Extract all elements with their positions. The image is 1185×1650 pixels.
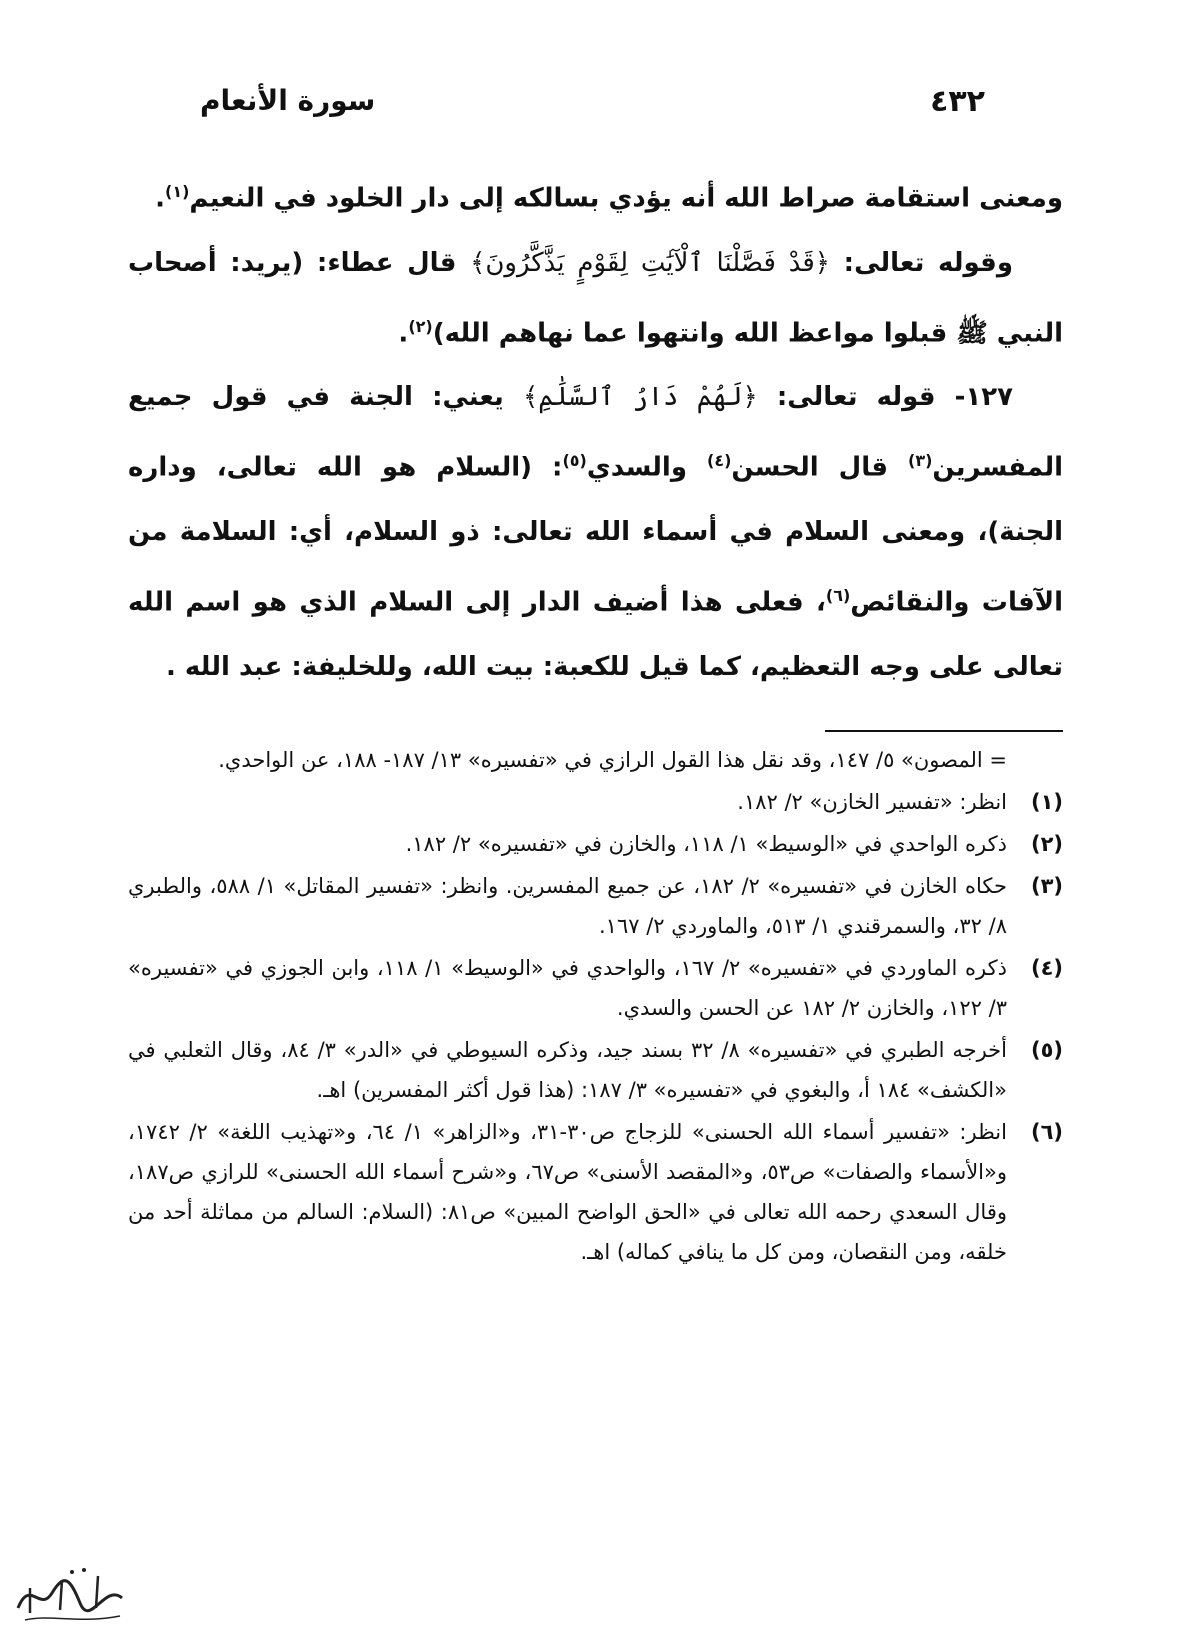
paragraph-3-text-3: والسدي (586, 452, 707, 483)
paragraph-1-text: ومعنى استقامة صراط الله أنه يؤدي بسالكه إلى دار الخلود في النعيم (189, 183, 1063, 214)
footnote-6 (128, 1112, 1063, 1272)
footnote-5 (128, 1030, 1063, 1110)
footnote-number: (٣) (1030, 874, 1063, 898)
footnote-2 (128, 824, 1063, 864)
footnote-ref-5: (٥) (562, 451, 587, 471)
paragraph-3-text-4: : (السلام هو الله تعالى، وداره الجنة)، ومعنى السلام في أسماء الله تعالى: ذو السلام، أي: السلامة من الآفات والنقائص (128, 452, 1063, 618)
footnote-text: ذكره الماوردي في «تفسيره» ٢/ ١٦٧، والواحدي في «الوسيط» ١/ ١١٨، وابن الجوزي في «تفسيره» ٣/ ١٢٢، والخازن ٢/ ١٨٢ عن الحسن والسدي. (128, 956, 1007, 1020)
main-text (128, 160, 1063, 699)
footnote-continuation: = المصون» ٥/ ١٤٧، وقد نقل هذا القول الرازي في «تفسيره» ١٣/ ١٨٧- ١٨٨، عن الواحدي. (218, 748, 1007, 772)
footnote-divider (825, 730, 1063, 732)
footnote-number: (٥) (1030, 1038, 1063, 1062)
footnotes (128, 740, 1063, 1274)
paragraph-3-intro: ١٢٧- قوله تعالى: (757, 382, 1013, 413)
paragraph-3 (128, 365, 1063, 698)
footnote-text: انظر: «تفسير أسماء الله الحسنى» للزجاج ص٣٠-٣١، و«الزاهر» ١/ ٦٤، و«تهذيب اللغة» ٢/ ١٧٤٢، و«الأسماء والصفات» ص٥٣، و«المقصد الأسنى» ص٦٧، و«شرح أسماء الله الحسنى» للرازي ص١٨٧، وقال السعدي رحمه الله تعالى في «الحق الواضح المبين» ص٨١: (السلام: السالم من مماثلة أحد من خلقه، ومن النقصان، ومن كل ما ينافي كماله) اهـ. (128, 1120, 1007, 1264)
page-header (200, 84, 985, 134)
footnote-3 (128, 866, 1063, 946)
footnote-text: أخرجه الطبري في «تفسيره» ٨/ ٣٢ بسند جيد، وذكره السيوطي في «الدر» ٣/ ٨٤، وقال الثعلبي في «الكشف» ١٨٤ أ، والبغوي في «تفسيره» ٣/ ١٨٧: (هذا قول أكثر المفسرين) اهـ. (128, 1038, 1007, 1102)
footnote-number: (٦) (1030, 1120, 1063, 1144)
paragraph-1-end: . (155, 183, 165, 214)
footnote-ref-1: (١) (165, 182, 190, 201)
footnote-text: ذكره الواحدي في «الوسيط» ١/ ١١٨، والخازن في «تفسيره» ٢/ ١٨٢. (405, 832, 1007, 856)
quran-verse-2: ﴿لَهُمْ دَارُ ٱلسَّلَٰمِ﴾ (522, 382, 758, 413)
paragraph-1 (128, 160, 1063, 231)
footnote-ref-3: (٣) (908, 451, 933, 471)
paragraph-3-text-5: ، فعلى هذا أضيف الدار إلى السلام الذي هو اسم الله تعالى على وجه التعظيم، كما قيل للكعبة: بيت الله، وللخليفة: عبد الله . (128, 587, 1063, 682)
calligraphy-logo-icon (10, 1558, 130, 1628)
footnote-ref-4: (٤) (707, 451, 732, 471)
footnote-number: (٤) (1030, 956, 1063, 980)
paragraph-2-intro: وقوله تعالى: (830, 247, 1013, 278)
footnote-text: حكاه الخازن في «تفسيره» ٢/ ١٨٢، عن جميع المفسرين. وانظر: «تفسير المقاتل» ١/ ٥٨٨، والطبري ٨/ ٣٢، والسمرقندي ١/ ٥١٣، والماوردي ٢/ ١٦٧. (128, 874, 1007, 938)
quran-verse-1: ﴿قَدْ فَصَّلْنَا ٱلْآيَٰتِ لِقَوْمٍ يَذَّكَّرُونَ﴾ (470, 247, 831, 278)
footnote-1 (128, 782, 1063, 822)
paragraph-2-end: . (398, 318, 409, 349)
footnote-text: انظر: «تفسير الخازن» ٢/ ١٨٢. (737, 790, 1007, 814)
footnote-ref-6: (٦) (825, 585, 851, 605)
paragraph-3-text-1: يعني: الجنة في قول جميع المفسرين (128, 382, 1063, 483)
footnote-number: (٢) (1030, 832, 1063, 856)
watermark-logo (10, 1558, 130, 1628)
page-number: ٤٣٢ (930, 84, 985, 119)
footnote-ref-2: (٢) (408, 316, 433, 336)
footnote-number: (١) (1030, 790, 1063, 814)
surah-title: سورة الأنعام (200, 84, 376, 117)
paragraph-2 (128, 231, 1063, 366)
paragraph-3-text-2: قال الحسن (731, 452, 908, 483)
footnote-4 (128, 948, 1063, 1028)
paragraph-2-text: قال عطاء: (يريد: أصحاب النبي ﷺ قبلوا مواعظ الله وانتهوا عما نهاهم الله) (128, 247, 1063, 349)
